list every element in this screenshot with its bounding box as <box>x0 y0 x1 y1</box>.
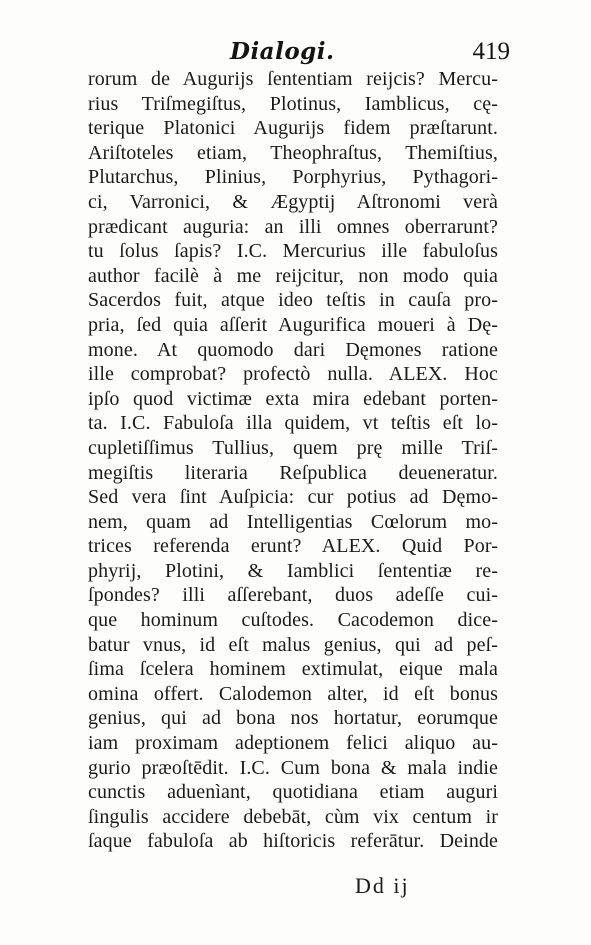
text-line: pria, ſed quia aſſerit Augurifica moueri à Dę- <box>88 313 498 336</box>
text-line: ipſo quod victimæ exta mira edebant porten- <box>88 387 498 410</box>
text-line: ci, Varronici, & Ægyptij Aſtronomi verà <box>88 190 498 213</box>
text-line: ſaque fabuloſa ab hiſtoricis referātur. Deinde <box>88 830 498 853</box>
text-line: terique Platonici Augurijs fidem præſtarunt. <box>88 117 498 140</box>
text-line: ſingulis accidere debebāt, cùm vix centum ir <box>88 805 498 828</box>
text-line: rorum de Augurijs ſententiam reijcis? Mercu- <box>88 68 498 90</box>
text-line: genius, qui ad bona nos hortatur, eorumque <box>88 707 498 730</box>
text-line: batur vnus, id eſt malus genius, qui ad peſ- <box>88 633 498 656</box>
text-line: ille comprobat? profectò nulla. ALEX. Hoc <box>88 363 498 386</box>
running-head <box>90 38 510 70</box>
text-line: Sacerdos fuit, atque ideo teſtis in cauſa pro- <box>88 289 498 312</box>
text-line: trices referenda erunt? ALEX. Quid Por- <box>88 535 498 558</box>
text-line: tu ſolus ſapis? I.C. Mercurius ille fabuloſus <box>88 240 498 263</box>
text-line: megiſtis literaria Reſpublica deueneratur. <box>88 461 498 484</box>
text-line: author facilè à me reijcitur, non modo quia <box>88 264 498 287</box>
running-title: Dialogi. <box>230 38 335 65</box>
signature-mark: Dd ij <box>355 873 410 898</box>
text-line: iam proximam adeptionem felici aliquo au- <box>88 732 498 755</box>
text-line: Ariſtoteles etiam, Theophraſtus, Themiſtius, <box>88 141 498 164</box>
text-line: ſpondes? illi aſſerebant, duos adeſſe cui- <box>88 584 498 607</box>
text-line: phyrij, Plotini, & Iamblici ſententiæ re- <box>88 559 498 582</box>
text-line: gurio præoſtēdit. I.C. Cum bona & mala indie <box>88 756 498 779</box>
text-line: ſima ſcelera hominem extimulat, eique mala <box>88 658 498 681</box>
text-line: nem, quam ad Intelligentias Cœlorum mo- <box>88 510 498 533</box>
text-line: ta. I.C. Fabuloſa illa quidem, vt teſtis eſt lo- <box>88 412 498 435</box>
text-line: prædicant auguria: an illi omnes oberrarunt? <box>88 215 498 238</box>
page-number: 419 <box>472 38 510 65</box>
body-text <box>88 67 498 854</box>
text-line: mone. At quomodo dari Dęmones ratione <box>88 338 498 361</box>
text-line: cunctis aduenìant, quotidiana etiam auguri <box>88 781 498 804</box>
text-line: cupletiſſimus Tullius, quem prę mille Triſ- <box>88 436 498 459</box>
text-line: que hominum cuſtodes. Cacodemon dice- <box>88 609 498 632</box>
text-line: rius Triſmegiſtus, Plotinus, Iamblicus, cę- <box>88 92 498 115</box>
text-line: Sed vera ſint Auſpicia: cur potius ad Dęmo- <box>88 486 498 509</box>
text-line: Plutarchus, Plinius, Porphyrius, Pythagori- <box>88 166 498 189</box>
text-line: omina offert. Calodemon alter, id eſt bonus <box>88 682 498 705</box>
